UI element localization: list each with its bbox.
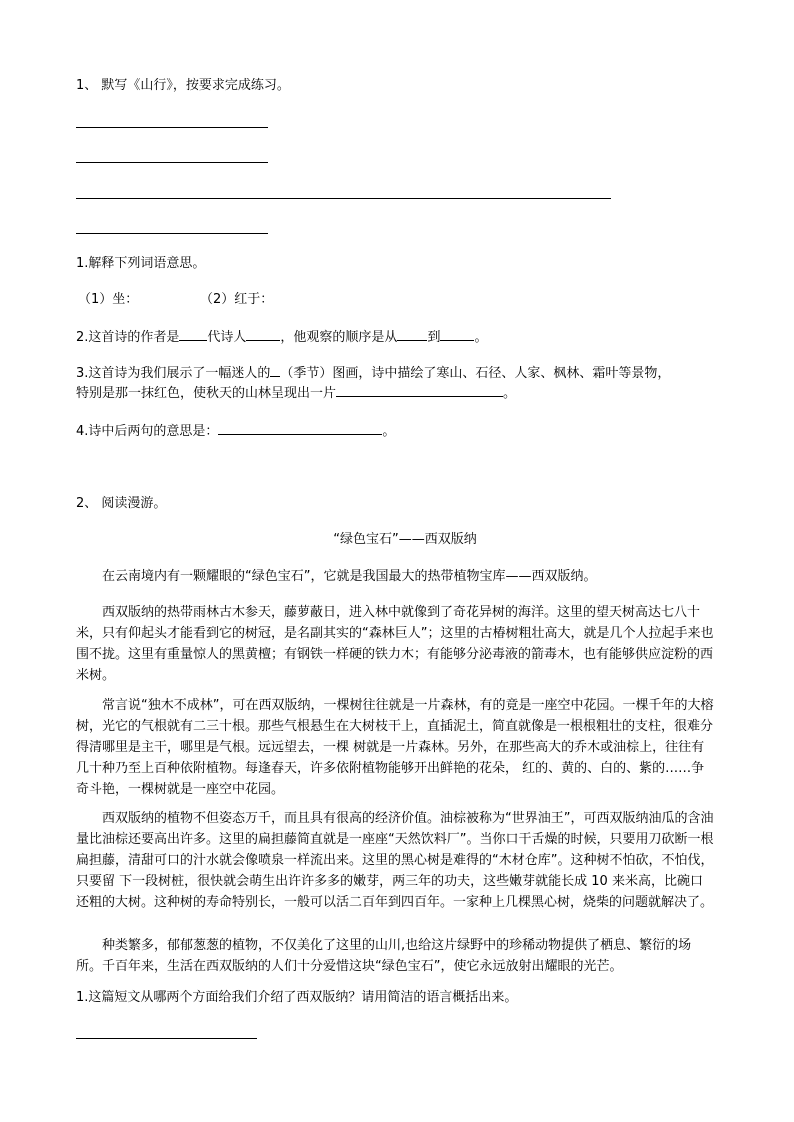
- article-paragraph-1: 在云南境内有一颗耀眼的“绿色宝石”，它就是我国最大的热带植物宝库——西双版纳。: [102, 569, 597, 584]
- sub2-text-4: 到: [427, 330, 441, 345]
- sub4-text-1: 4.诗中后两句的意思是：: [76, 424, 219, 439]
- question-2-sub-1: 1.这篇短文从哪两个方面给我们介绍了西双版纳？请用简洁的语言概括出来。: [76, 990, 518, 1005]
- question-2-heading: 2、 阅读漫游。: [76, 496, 167, 511]
- sub4-text-2: 。: [382, 424, 396, 439]
- article-title: “绿色宝石”——西双版纳: [333, 532, 477, 547]
- article-paragraph-5: 种类繁多，郁郁葱葱的植物，不仅美化了这里的山川,也给这片绿野中的珍稀动物提供了栖息、繁衍的场所。千百年来，生活在西双版纳的人们十分爱惜这块“绿色宝石”，使它永远放射出耀眼的光芒。: [76, 938, 692, 974]
- blank-to[interactable]: [440, 326, 474, 341]
- blank-dynasty[interactable]: [179, 326, 207, 341]
- sub3-text-2: （季节）图画，诗中描绘了寒山、石径、人家、枫林、霜叶等景物，: [280, 366, 671, 381]
- sub3-text-3: 特别是那一抹红色，使秋天的山林呈现出一片: [76, 386, 337, 401]
- answer-line-1[interactable]: [76, 127, 268, 128]
- subquestion-1-1: 1.解释下列词语意思。: [76, 256, 206, 271]
- subquestion-1-2: [76, 326, 487, 348]
- sub2-text-5: 。: [474, 330, 488, 345]
- blank-meaning[interactable]: [218, 420, 382, 435]
- article-paragraph-4: 西双版纳的植物不但姿态万千，而且具有很高的经济价值。油棕被称为“世界油王”，可西双版纳油瓜的含油量比油棕还要高出许多。这里的扁担藤简直就是一座座“天然饮料厂”。当你口干舌燥的时候，只要用刀砍断一根扁担藤，清甜可口的汁水就会像喷泉一样流出来。这里的黑心树是难得的“木材仓库”。这种树不怕砍，不怕伐，只要留 下一段树桩，很快就会萌生出许许多多的嫩芽，两三年的功夫，这些嫩芽就能长成 10 来米高，比碗口还粗的大树。这种树的寿命特别长，一般可以活二百年到四百年。一家种上几棵黑心树，烧柴的问题就解决了。: [76, 811, 714, 910]
- answer-line-3[interactable]: [76, 198, 611, 199]
- sub2-text-1: 2.这首诗的作者是: [76, 330, 180, 345]
- blank-season[interactable]: [270, 362, 280, 377]
- sub3-text-4: 。: [503, 386, 517, 401]
- question-1-heading: 1、 默写《山行》，按要求完成练习。: [76, 78, 290, 93]
- blank-from[interactable]: [397, 326, 427, 341]
- blank-scene[interactable]: [336, 382, 503, 397]
- subquestion-1-3-line2: [76, 382, 516, 404]
- sub2-text-3: ，他观察的顺序是从: [280, 330, 398, 345]
- term-zuo: （1）坐：: [78, 292, 139, 307]
- answer-line-4[interactable]: [76, 233, 268, 234]
- blank-poet[interactable]: [246, 326, 280, 341]
- subquestion-1-4: [76, 420, 395, 442]
- article-paragraph-2: 西双版纳的热带雨林古木参天，藤萝蔽日，进入林中就像到了奇花异树的海洋。这里的望天树高达七八十米，只有仰起头才能看到它的树冠，是名副其实的“森林巨人”；这里的古椿树粗壮高大，就是几个人拉起手来也围不拢。这里有重量惊人的黑黄檀；有钢铁一样硬的铁力木；有能够分泌毒液的箭毒木，也有能够供应淀粉的西米树。: [76, 605, 714, 683]
- sub3-text-1: 3.这首诗为我们展示了一幅迷人的: [76, 366, 271, 381]
- term-hongyu: （2）红于：: [200, 292, 274, 307]
- article-paragraph-3: 常言说“独木不成林”，可在西双版纳，一棵树往往就是一片森林，有的竟是一座空中花园。一棵千年的大榕树，光它的气根就有二三十根。那些气根悬生在大树枝干上，直插泥土，简直就像是一根根粗壮的支柱，很难分得清哪里是主干，哪里是气根。远远望去，一棵 树就是一片森林。另外，在那些高大的乔木或油棕上，往往有几十种乃至上百种依附植物。每逢春天，许多依附植物能够开出鲜艳的花朵， 红的、黄的、白的、紫的……争奇斗艳，一棵树就是一座空中花园。: [76, 698, 714, 797]
- answer-line-2[interactable]: [76, 162, 268, 163]
- sub2-text-2: 代诗人: [207, 330, 247, 345]
- answer-line-q2[interactable]: [76, 1038, 257, 1039]
- subquestion-1-3-line1: [76, 362, 670, 384]
